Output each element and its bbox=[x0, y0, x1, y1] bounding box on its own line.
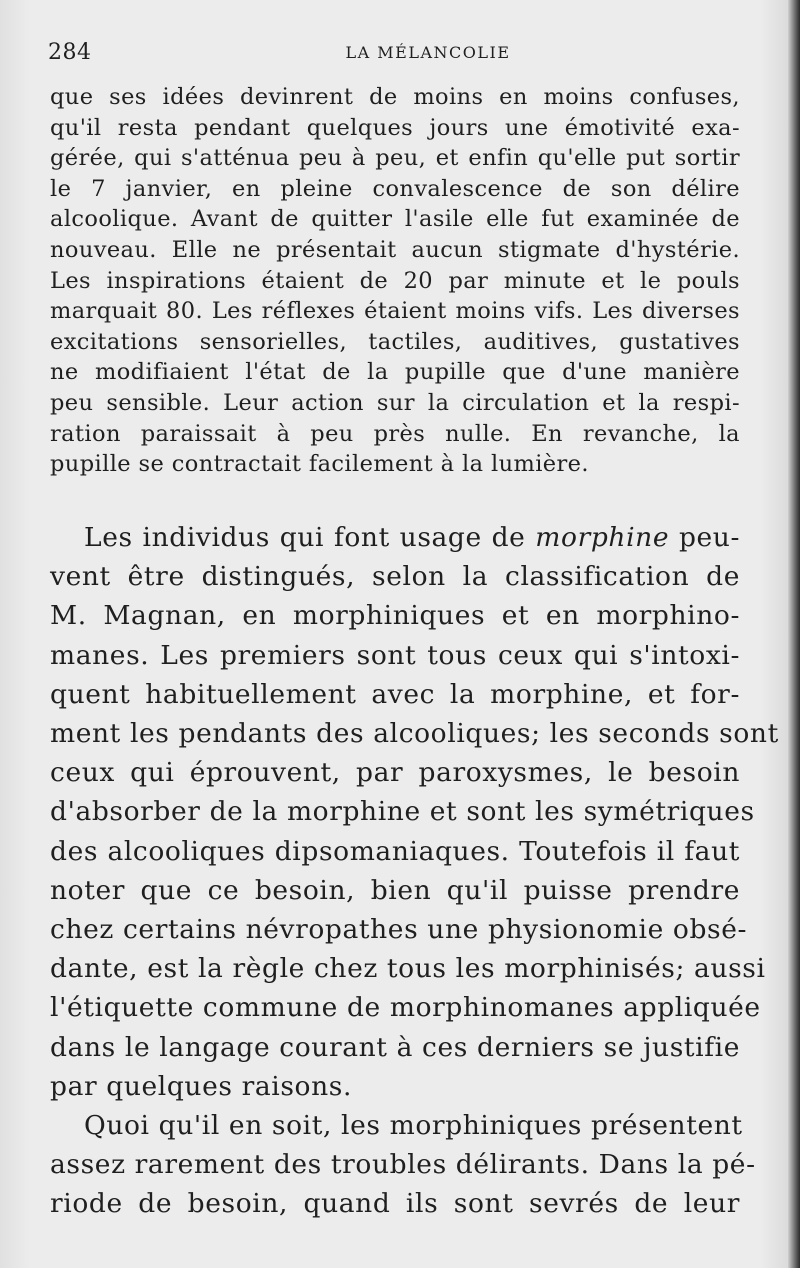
text-line: Les inspirations étaient de 20 par minute et le pouls bbox=[50, 267, 740, 294]
text-line: gérée, qui s'atténua peu à peu, et enfin qu'elle put sortir bbox=[50, 145, 740, 172]
text-line: noter que ce besoin, bien qu'il puisse prendre bbox=[50, 874, 740, 906]
text-line: peu sensible. Leur action sur la circulation et la respi- bbox=[50, 389, 740, 416]
text-line-first: Quoi qu'il en soit, les morphiniques présentent bbox=[84, 1110, 743, 1142]
page-edge-shadow bbox=[788, 0, 800, 1268]
text-line: des alcooliques dipsomaniaques. Toutefois il faut bbox=[50, 835, 740, 867]
page-number: 284 bbox=[48, 40, 92, 65]
text-line: que ses idées devinrent de moins en moins confuses, bbox=[50, 84, 740, 110]
text-line: manes. Les premiers sont tous ceux qui s'intoxi- bbox=[50, 639, 740, 671]
text-line: quent habituellement avec la morphine, et for- bbox=[50, 678, 740, 710]
running-head: LA MÉLANCOLIE bbox=[345, 43, 511, 62]
text-line: l'étiquette commune de morphinomanes appliquée bbox=[50, 992, 761, 1024]
text-line: par quelques raisons. bbox=[50, 1070, 352, 1102]
text-line: dante, est la règle chez tous les morphinisés; aussi bbox=[50, 953, 766, 985]
text-line: vent être distingués, selon la classification de bbox=[50, 561, 740, 593]
page-header bbox=[48, 40, 748, 70]
text-line-first bbox=[50, 518, 740, 557]
text-line: chez certains névropathes une physionomie obsé- bbox=[50, 914, 748, 946]
text-line: d'absorber de la morphine et sont les symétriques bbox=[50, 796, 755, 828]
text-line: M. Magnan, en morphiniques et en morphino- bbox=[50, 600, 740, 632]
text-line: ceux qui éprouvent, par paroxysmes, le besoin bbox=[50, 757, 740, 789]
text-run: peu- bbox=[669, 522, 741, 553]
paragraph-morphine bbox=[50, 518, 779, 1224]
text-line: ration paraissait à peu près nulle. En revanche, la bbox=[50, 420, 740, 447]
text-line: excitations sensorielles, tactiles, auditives, gustatives bbox=[50, 328, 740, 355]
paragraph-case-report bbox=[50, 82, 740, 480]
text-line: nouveau. Elle ne présentait aucun stigmate d'hystérie. bbox=[50, 236, 740, 263]
text-line: ne modifiaient l'état de la pupille que d'une manière bbox=[50, 359, 740, 386]
text-line: dans le langage courant à ces derniers se justifie bbox=[50, 1031, 740, 1063]
emphasis-morphine: morphine bbox=[535, 522, 670, 553]
text-line: pupille se contractait facilement à la lumière. bbox=[50, 451, 589, 478]
text-line: ment les pendants des alcooliques; les seconds sont bbox=[50, 718, 779, 750]
text-line: riode de besoin, quand ils sont sevrés de leur bbox=[50, 1188, 740, 1220]
text-run: Les individus qui font usage de bbox=[84, 522, 536, 553]
text-line: marquait 80. Les réflexes étaient moins vifs. Les diverses bbox=[50, 298, 740, 325]
text-line: alcoolique. Avant de quitter l'asile elle fut examinée de bbox=[50, 206, 740, 233]
text-line: assez rarement des troubles délirants. Dans la pé- bbox=[50, 1149, 756, 1181]
text-line: qu'il resta pendant quelques jours une émotivité exa- bbox=[50, 114, 740, 141]
text-line: le 7 janvier, en pleine convalescence de son délire bbox=[50, 175, 740, 202]
